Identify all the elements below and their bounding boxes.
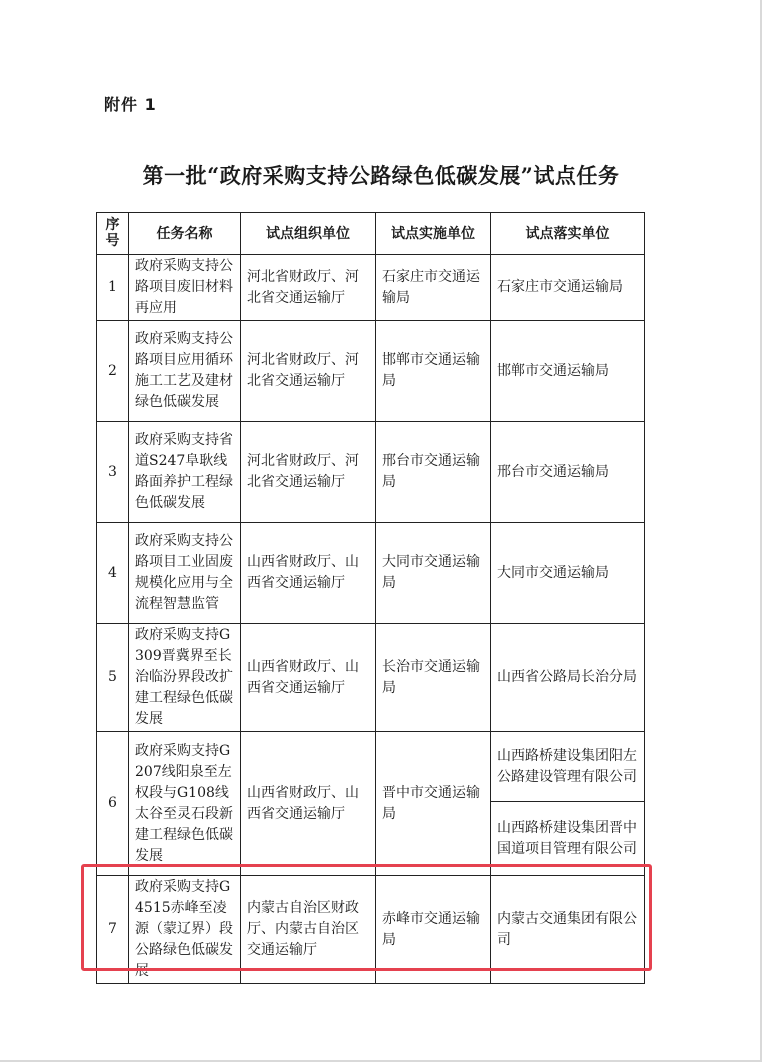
organizer-unit: 山西省财政厅、山西省交通运输厅 [241, 523, 376, 624]
row-number: 2 [97, 321, 129, 422]
row-number: 6 [97, 732, 129, 876]
organizer-unit: 内蒙古自治区财政厅、内蒙古自治区交通运输厅 [241, 876, 376, 984]
responsible-unit: 石家庄市交通运输局 [491, 255, 645, 321]
table-row [97, 523, 645, 624]
header-no: 序号 [97, 213, 129, 255]
header-unit: 试点落实单位 [491, 213, 645, 255]
document-title: 第一批“政府采购支持公路绿色低碳发展”试点任务 [142, 163, 620, 188]
responsible-unit: 大同市交通运输局 [491, 523, 645, 624]
table-row [97, 422, 645, 523]
attachment-label: 附件 1 [104, 95, 157, 114]
responsible-unit: 山西省公路局长治分局 [491, 624, 645, 732]
implementer-unit: 赤峰市交通运输局 [376, 876, 491, 984]
organizer-unit: 山西省财政厅、山西省交通运输厅 [241, 624, 376, 732]
implementer-unit: 邯郸市交通运输局 [376, 321, 491, 422]
organizer-unit: 山西省财政厅、山西省交通运输厅 [241, 732, 376, 876]
organizer-unit: 河北省财政厅、河北省交通运输厅 [241, 255, 376, 321]
table-row [97, 321, 645, 422]
responsible-unit: 邯郸市交通运输局 [491, 321, 645, 422]
row-number: 7 [97, 876, 129, 984]
header-organizer: 试点组织单位 [241, 213, 376, 255]
table-row [97, 255, 645, 321]
row-number: 1 [97, 255, 129, 321]
task-name: 政府采购支持公路项目应用循环施工工艺及建材绿色低碳发展 [129, 321, 241, 422]
task-name: 政府采购支持公路项目工业固废规模化应用与全流程智慧监管 [129, 523, 241, 624]
implementer-unit: 大同市交通运输局 [376, 523, 491, 624]
header-implementer: 试点实施单位 [376, 213, 491, 255]
task-name: 政府采购支持G207线阳泉至左权段与G108线太谷至灵石段新建工程绿色低碳发展 [129, 732, 241, 876]
implementer-unit: 长治市交通运输局 [376, 624, 491, 732]
task-name: 政府采购支持G309晋冀界至长治临汾界段改扩建工程绿色低碳发展 [129, 624, 241, 732]
organizer-unit: 河北省财政厅、河北省交通运输厅 [241, 422, 376, 523]
highlight-box-row-7 [81, 864, 652, 971]
task-name: 政府采购支持省道S247阜耿线路面养护工程绿色低碳发展 [129, 422, 241, 523]
row-number: 3 [97, 422, 129, 523]
responsible-unit: 内蒙古交通集团有限公司 [491, 876, 645, 984]
responsible-unit: 山西路桥建设集团阳左公路建设管理有限公司 [491, 732, 645, 802]
organizer-unit: 河北省财政厅、河北省交通运输厅 [241, 321, 376, 422]
responsible-unit: 山西路桥建设集团晋中国道项目管理有限公司 [491, 802, 645, 876]
task-name: 政府采购支持G4515赤峰至凌源（蒙辽界）段公路绿色低碳发展 [129, 876, 241, 984]
table-row [97, 732, 645, 802]
row-number: 4 [97, 523, 129, 624]
implementer-unit: 邢台市交通运输局 [376, 422, 491, 523]
table-row [97, 624, 645, 732]
task-name: 政府采购支持公路项目废旧材料再应用 [129, 255, 241, 321]
row-number: 5 [97, 624, 129, 732]
responsible-unit: 邢台市交通运输局 [491, 422, 645, 523]
implementer-unit: 石家庄市交通运输局 [376, 255, 491, 321]
header-task-name: 任务名称 [129, 213, 241, 255]
implementer-unit: 晋中市交通运输局 [376, 732, 491, 876]
